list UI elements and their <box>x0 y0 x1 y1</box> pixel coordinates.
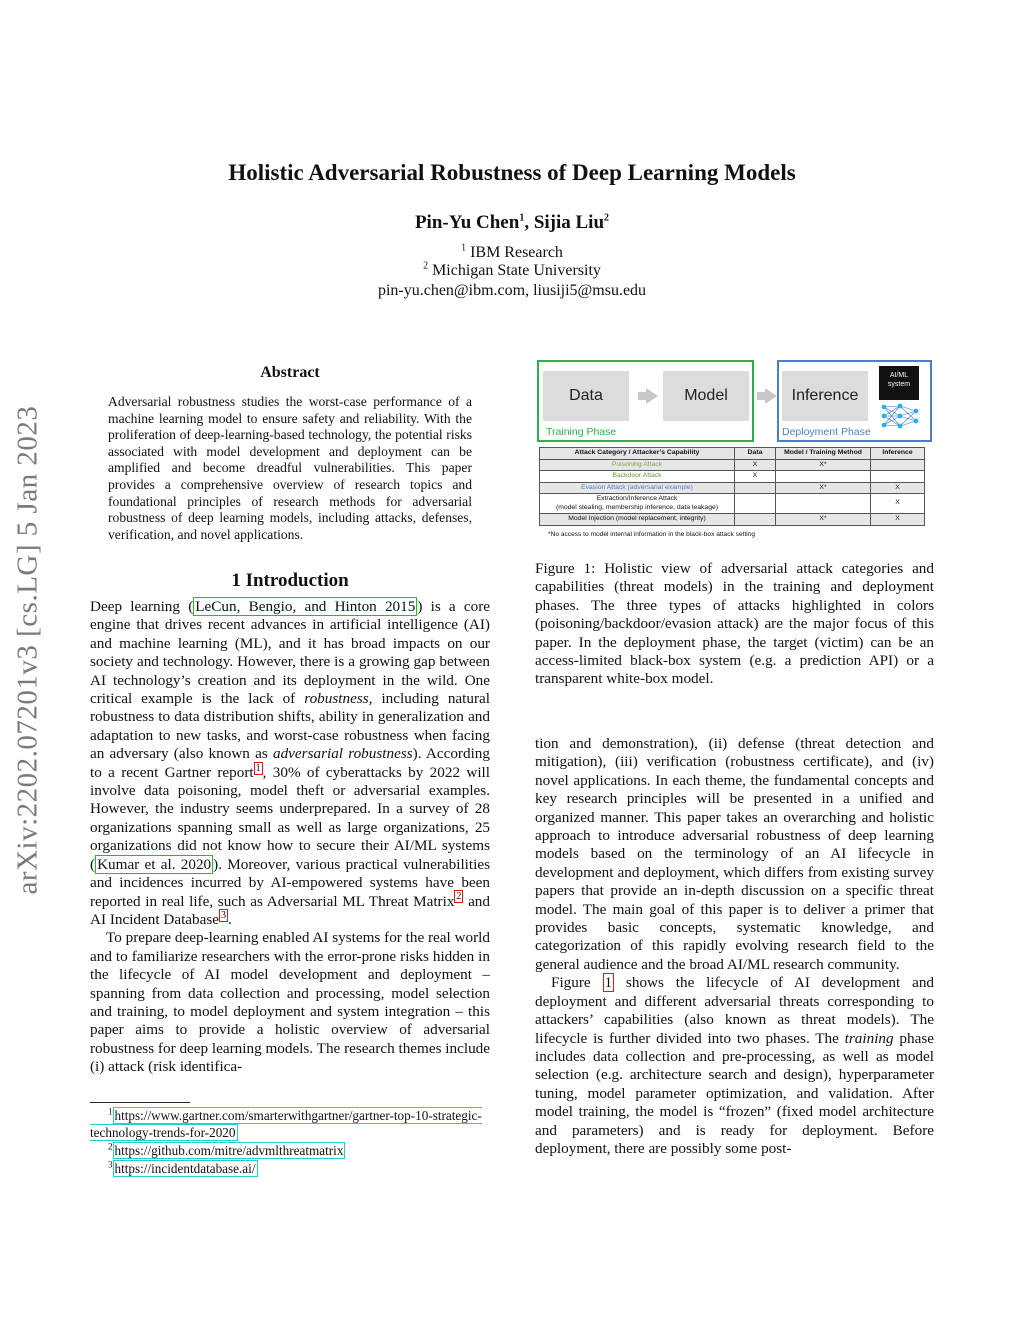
right-column <box>535 735 934 1158</box>
footnote-3: $^3$ https://incidentdatabase.ai/ <box>108 1159 256 1176</box>
footnote-link-2[interactable]: https://github.com/mitre/advmlthreatmatrix <box>114 1143 344 1158</box>
neural-network-icon <box>880 402 920 430</box>
arxiv-stamp: arXiv:2202.07201v3 [cs.LG] 5 Jan 2023 <box>11 405 44 895</box>
left-column <box>90 598 490 1077</box>
ai-system-cube-icon: AI/ML system <box>879 366 919 400</box>
arrow-right-icon <box>765 388 777 404</box>
author-1: Pin-Yu Chen <box>414 212 520 233</box>
table-row: Extraction/Inference Attack (model stealing, membership inference, data leakage) X <box>540 494 925 514</box>
table-header: Inference <box>871 448 925 460</box>
abstract-heading: Abstract <box>260 364 320 381</box>
inference-box: Inference <box>782 371 868 421</box>
figure-caption: Figure 1: Holistic view of adversarial attack categories and capabilities (threat models) in the training and deployment phases. The three types of attacks highlighted in colors (poisoning/backdoor/evasion attack) are the major focus of this paper. In the deployment phase, the target (victim) can be an access-limited black-box system (e.g. a prediction API) or a transparent white-box model. <box>535 560 934 688</box>
intro-paragraph-2: To prepare deep-learning enabled AI systems for the real world and to familiarize researchers with the error-prone risks hidden in the lifecycle of AI model development and deployment – spanning from data collection and processing, model selection and training, to model deployment and system integration – this paper aims to provide a holistic overview of adversarial robustness for deep learning models. The research themes include (i) attack (risk identifica- <box>90 929 490 1076</box>
affiliation-1: $^1$ IBM Research <box>461 242 563 261</box>
arrow-shaft <box>757 392 765 400</box>
table-row: Model Injection (model replacement, integrity) X* X <box>540 514 925 526</box>
table-header: Data <box>735 448 776 460</box>
intro-paragraph-3: tion and demonstration), (ii) defense (threat detection and mitigation), (iii) verification (robustness certificate), and (iv) novel applications. In each theme, the fundamental concepts and key research principles will be presented in a unified and organized manner. This paper takes an overarching and holistic approach to introduce adversarial robustness of deep learning models based on the terminology of an AI lifecycle in development and deployment, which differs from existing survey papers that provide an in-depth discussion on a specific threat model. The main goal of this paper is to deliver a primer that provides basic concepts, systematic knowledge, and categorization of this rapidly evolving research field to the general audience and the broad AI/ML research community. <box>535 735 934 973</box>
table-header-row <box>540 448 925 460</box>
footnote-link-3[interactable]: https://incidentdatabase.ai/ <box>114 1161 256 1176</box>
table-row: Poisoning Attack X X* <box>540 459 925 471</box>
footnote-link-1[interactable]: https://www.gartner.com/smarterwithgartner/gartner-top-10-strategic-technology-trends-for-2020 <box>90 1108 482 1140</box>
model-box: Model <box>663 371 749 421</box>
footnote-2: $^2$ https://github.com/mitre/advmlthreatmatrix <box>108 1141 344 1158</box>
training-phase-label: Training Phase <box>546 426 617 438</box>
arrow-shaft <box>638 392 646 400</box>
paper-title: Holistic Adversarial Robustness of Deep Learning Models <box>228 160 796 185</box>
intro-paragraph-4: Figure 1 shows the lifecycle of AI development and deployment and different adversarial threats corresponding to attackers’ capabilities (also known as threat models). The lifecycle is further divided into two phases. The training phase includes data collection and pre-processing, as well as model selection (e.g. architecture search and design), hyperparameter tuning, model parameter optimization, and validation. After model training, the model is “frozen” (fixed model architecture and parameters) and is ready for deployment. Before deployment, there are possibly some post- <box>535 974 935 1157</box>
table-row: Evasion Attack (adversarial example) X* X <box>540 482 925 494</box>
data-box: Data <box>543 371 629 421</box>
affiliation-2: $^2$ Michigan State University <box>423 260 601 279</box>
section-heading-introduction: 1 Introduction <box>231 570 349 591</box>
abstract-text: Adversarial robustness studies the worst-case performance of a machine learning model to ensure safety and reliability. With the proliferation of deep-learning-based technology, the potential risks associated with model development and deployment can be amplified and become dreadful vulnerabilities. This paper provides a comprehensive overview of research topics and foundational principles of research methods for adversarial robustness of deep learning models, including attacks, defenses, verification, and novel applications. <box>108 394 472 542</box>
footnote-ref-2[interactable]: 2 <box>456 891 462 903</box>
footnote-1: $^1$ https://www.gartner.com/smarterwithgartner/gartner-top-10-strategic-technology-trends-for-2020 <box>90 1106 482 1140</box>
citation-lecun-2015[interactable]: LeCun, Bengio, and Hinton 2015 <box>195 598 416 615</box>
author-2: Sijia Liu <box>533 212 605 233</box>
deployment-phase-label: Deployment Phase <box>782 426 871 438</box>
footnote-ref-1[interactable]: 1 <box>255 762 261 774</box>
footnote-rule <box>90 1102 190 1103</box>
arrow-right-icon <box>646 388 658 404</box>
figure-ref-1[interactable]: 1 <box>604 974 613 992</box>
table-header: Model / Training Method <box>776 448 871 460</box>
table-row: Backdoor Attack X <box>540 471 925 483</box>
table-note: *No access to model internal information in the black-box attack setting <box>548 531 756 538</box>
attack-capability-table <box>539 447 925 526</box>
citation-kumar-2020[interactable]: Kumar et al. 2020 <box>97 855 212 873</box>
footnote-ref-3[interactable]: 3 <box>221 909 227 921</box>
table-header: Attack Category / Attacker’s Capability <box>540 448 735 460</box>
author-emails: pin-yu.chen@ibm.com, liusiji5@msu.edu <box>377 282 647 299</box>
author-line: Pin-Yu Chen$^1$, Sijia Liu$^2$ <box>414 212 610 233</box>
intro-paragraph-1: Deep learning ( LeCun, Bengio, and Hinton 2015 ) is a core engine that drives recent advances in artificial intelligence (AI) and machine learning (ML), and it has broad impacts on our society and technology. However, there is a growing gap between AI technology’s creation and its deployment in the wild. One critical example is the lack of robustness, including natural robustness to data distribution shifts, ability in generalization and adaptation to new tasks, and worst-case robustness when facing an adversary (also known as adversarial robustness). According to a recent Gartner report $^1$ , 30% of cyberattacks by 2022 will involve data poisoning, model theft or adversarial examples. However, the industry seems underprepared. In a survey of 28 organizations spanning small as well as large organizations, 25 organizations did not know how to secure their AI/ML systems ( Kumar et al. 2020 ). Moreover, various practical vulnerabilities and incidences incurred by AI-empowered systems have been reported in real life, such as Adversarial ML Threat Matrix $^2$ and AI Incident Database $^3$ . <box>90 598 490 928</box>
